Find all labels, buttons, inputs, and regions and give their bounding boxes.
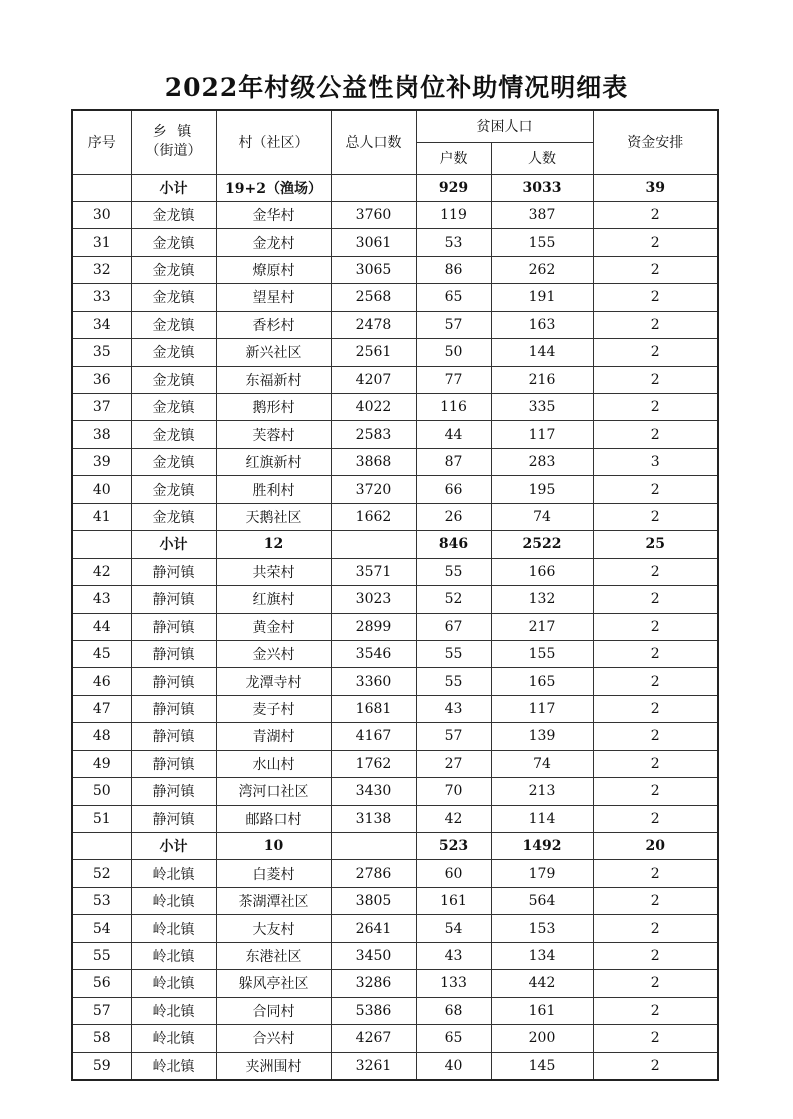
town-cell: 岭北镇 xyxy=(131,860,216,887)
persons-cell: 262 xyxy=(491,256,593,283)
population-cell: 5386 xyxy=(331,997,416,1024)
seq-cell: 35 xyxy=(72,339,131,366)
funding-cell: 2 xyxy=(593,723,718,750)
seq-cell: 36 xyxy=(72,366,131,393)
seq-cell: 33 xyxy=(72,284,131,311)
table-row xyxy=(72,339,718,366)
persons-cell: 283 xyxy=(491,448,593,475)
town-cell: 静河镇 xyxy=(131,640,216,667)
header-persons: 人数 xyxy=(491,142,593,174)
town-cell: 金龙镇 xyxy=(131,229,216,256)
town-cell: 金龙镇 xyxy=(131,503,216,530)
table-row xyxy=(72,942,718,969)
seq-cell: 56 xyxy=(72,970,131,997)
village-cell: 胜利村 xyxy=(216,476,331,503)
persons-cell: 564 xyxy=(491,887,593,914)
village-cell: 红旗新村 xyxy=(216,448,331,475)
funding-cell: 2 xyxy=(593,970,718,997)
funding-cell: 2 xyxy=(593,558,718,585)
persons-cell: 161 xyxy=(491,997,593,1024)
seq-cell: 39 xyxy=(72,448,131,475)
persons-cell: 114 xyxy=(491,805,593,832)
seq-cell: 44 xyxy=(72,613,131,640)
seq-cell: 32 xyxy=(72,256,131,283)
population-cell: 3138 xyxy=(331,805,416,832)
table-row xyxy=(72,1025,718,1052)
households-cell: 77 xyxy=(416,366,491,393)
village-cell: 芙蓉村 xyxy=(216,421,331,448)
seq-cell: 57 xyxy=(72,997,131,1024)
persons-cell: 74 xyxy=(491,750,593,777)
population-cell: 3360 xyxy=(331,668,416,695)
village-cell: 东港社区 xyxy=(216,942,331,969)
persons-cell: 155 xyxy=(491,229,593,256)
funding-cell: 2 xyxy=(593,640,718,667)
persons-cell: 442 xyxy=(491,970,593,997)
header-funding: 资金安排 xyxy=(593,110,718,174)
persons-cell: 387 xyxy=(491,201,593,228)
population-cell: 3760 xyxy=(331,201,416,228)
town-cell: 岭北镇 xyxy=(131,1025,216,1052)
population-cell: 3061 xyxy=(331,229,416,256)
persons-cell: 3033 xyxy=(491,174,593,201)
town-cell: 静河镇 xyxy=(131,613,216,640)
town-cell: 岭北镇 xyxy=(131,942,216,969)
population-cell: 2583 xyxy=(331,421,416,448)
seq-cell: 45 xyxy=(72,640,131,667)
funding-cell: 2 xyxy=(593,311,718,338)
table-row xyxy=(72,970,718,997)
table-row xyxy=(72,778,718,805)
households-cell: 43 xyxy=(416,942,491,969)
persons-cell: 166 xyxy=(491,558,593,585)
town-cell: 静河镇 xyxy=(131,668,216,695)
persons-cell: 155 xyxy=(491,640,593,667)
village-cell: 香杉村 xyxy=(216,311,331,338)
header-town-line2: （街道） xyxy=(145,143,202,160)
village-cell: 金龙村 xyxy=(216,229,331,256)
population-cell: 3430 xyxy=(331,778,416,805)
population-cell: 3261 xyxy=(331,1052,416,1080)
seq-cell: 40 xyxy=(72,476,131,503)
seq-cell: 30 xyxy=(72,201,131,228)
households-cell: 55 xyxy=(416,640,491,667)
header-poor-pop: 贫困人口 xyxy=(416,110,593,142)
seq-cell: 42 xyxy=(72,558,131,585)
persons-cell: 144 xyxy=(491,339,593,366)
population-cell xyxy=(331,531,416,558)
funding-cell: 2 xyxy=(593,256,718,283)
households-cell: 86 xyxy=(416,256,491,283)
persons-cell: 216 xyxy=(491,366,593,393)
seq-cell: 38 xyxy=(72,421,131,448)
seq-cell xyxy=(72,531,131,558)
persons-cell: 2522 xyxy=(491,531,593,558)
subtotal-row xyxy=(72,174,718,201)
town-cell: 岭北镇 xyxy=(131,1052,216,1080)
population-cell: 3805 xyxy=(331,887,416,914)
table-row xyxy=(72,256,718,283)
village-cell: 青湖村 xyxy=(216,723,331,750)
households-cell: 27 xyxy=(416,750,491,777)
persons-cell: 117 xyxy=(491,421,593,448)
table-row xyxy=(72,695,718,722)
seq-cell: 41 xyxy=(72,503,131,530)
village-cell: 大友村 xyxy=(216,915,331,942)
persons-cell: 195 xyxy=(491,476,593,503)
persons-cell: 213 xyxy=(491,778,593,805)
population-cell: 1681 xyxy=(331,695,416,722)
town-cell: 岭北镇 xyxy=(131,997,216,1024)
population-cell xyxy=(331,833,416,860)
funding-cell: 2 xyxy=(593,366,718,393)
seq-cell: 31 xyxy=(72,229,131,256)
header-seq: 序号 xyxy=(72,110,131,174)
population-cell: 3286 xyxy=(331,970,416,997)
seq-cell xyxy=(72,833,131,860)
town-cell: 静河镇 xyxy=(131,750,216,777)
table-row xyxy=(72,668,718,695)
persons-cell: 139 xyxy=(491,723,593,750)
population-cell: 3868 xyxy=(331,448,416,475)
population-cell: 3546 xyxy=(331,640,416,667)
funding-cell: 2 xyxy=(593,942,718,969)
households-cell: 133 xyxy=(416,970,491,997)
subsidy-table xyxy=(71,109,719,1081)
seq-cell: 46 xyxy=(72,668,131,695)
funding-cell: 2 xyxy=(593,421,718,448)
households-cell: 523 xyxy=(416,833,491,860)
persons-cell: 191 xyxy=(491,284,593,311)
subtotal-row xyxy=(72,833,718,860)
village-cell: 12 xyxy=(216,531,331,558)
village-cell: 金华村 xyxy=(216,201,331,228)
funding-cell: 2 xyxy=(593,339,718,366)
table-row xyxy=(72,421,718,448)
table-row xyxy=(72,997,718,1024)
population-cell: 2641 xyxy=(331,915,416,942)
town-cell: 静河镇 xyxy=(131,695,216,722)
seq-cell: 47 xyxy=(72,695,131,722)
funding-cell: 2 xyxy=(593,860,718,887)
table-row xyxy=(72,1052,718,1080)
persons-cell: 117 xyxy=(491,695,593,722)
town-cell: 小计 xyxy=(131,174,216,201)
population-cell: 2561 xyxy=(331,339,416,366)
village-cell: 水山村 xyxy=(216,750,331,777)
households-cell: 60 xyxy=(416,860,491,887)
households-cell: 65 xyxy=(416,1025,491,1052)
households-cell: 70 xyxy=(416,778,491,805)
village-cell: 合兴村 xyxy=(216,1025,331,1052)
households-cell: 65 xyxy=(416,284,491,311)
village-cell: 天鹅社区 xyxy=(216,503,331,530)
households-cell: 57 xyxy=(416,311,491,338)
table-row xyxy=(72,311,718,338)
population-cell: 2786 xyxy=(331,860,416,887)
town-cell: 金龙镇 xyxy=(131,421,216,448)
village-cell: 19+2（渔场） xyxy=(216,174,331,201)
village-cell: 躲风亭社区 xyxy=(216,970,331,997)
seq-cell: 34 xyxy=(72,311,131,338)
households-cell: 50 xyxy=(416,339,491,366)
village-cell: 龙潭寺村 xyxy=(216,668,331,695)
persons-cell: 335 xyxy=(491,394,593,421)
town-cell: 金龙镇 xyxy=(131,201,216,228)
funding-cell: 2 xyxy=(593,778,718,805)
population-cell: 3023 xyxy=(331,586,416,613)
funding-cell: 2 xyxy=(593,887,718,914)
village-cell: 新兴社区 xyxy=(216,339,331,366)
seq-cell: 53 xyxy=(72,887,131,914)
households-cell: 54 xyxy=(416,915,491,942)
persons-cell: 179 xyxy=(491,860,593,887)
seq-cell: 52 xyxy=(72,860,131,887)
households-cell: 53 xyxy=(416,229,491,256)
seq-cell: 43 xyxy=(72,586,131,613)
header-village: 村（社区） xyxy=(216,110,331,174)
funding-cell: 20 xyxy=(593,833,718,860)
town-cell: 金龙镇 xyxy=(131,311,216,338)
village-cell: 红旗村 xyxy=(216,586,331,613)
households-cell: 43 xyxy=(416,695,491,722)
households-cell: 55 xyxy=(416,558,491,585)
town-cell: 金龙镇 xyxy=(131,476,216,503)
seq-cell: 54 xyxy=(72,915,131,942)
funding-cell: 2 xyxy=(593,668,718,695)
population-cell: 2568 xyxy=(331,284,416,311)
seq-cell: 58 xyxy=(72,1025,131,1052)
persons-cell: 134 xyxy=(491,942,593,969)
funding-cell: 2 xyxy=(593,284,718,311)
town-cell: 静河镇 xyxy=(131,805,216,832)
funding-cell: 39 xyxy=(593,174,718,201)
persons-cell: 217 xyxy=(491,613,593,640)
town-cell: 岭北镇 xyxy=(131,915,216,942)
village-cell: 东福新村 xyxy=(216,366,331,393)
households-cell: 67 xyxy=(416,613,491,640)
town-cell: 静河镇 xyxy=(131,558,216,585)
seq-cell: 59 xyxy=(72,1052,131,1080)
funding-cell: 2 xyxy=(593,805,718,832)
table-row xyxy=(72,394,718,421)
table-row xyxy=(72,476,718,503)
persons-cell: 74 xyxy=(491,503,593,530)
village-cell: 邮路口村 xyxy=(216,805,331,832)
village-cell: 麦子村 xyxy=(216,695,331,722)
persons-cell: 200 xyxy=(491,1025,593,1052)
seq-cell: 50 xyxy=(72,778,131,805)
funding-cell: 25 xyxy=(593,531,718,558)
village-cell: 黄金村 xyxy=(216,613,331,640)
seq-cell: 51 xyxy=(72,805,131,832)
table-row xyxy=(72,887,718,914)
funding-cell: 2 xyxy=(593,394,718,421)
households-cell: 55 xyxy=(416,668,491,695)
households-cell: 26 xyxy=(416,503,491,530)
households-cell: 40 xyxy=(416,1052,491,1080)
households-cell: 52 xyxy=(416,586,491,613)
subtotal-row xyxy=(72,531,718,558)
funding-cell: 2 xyxy=(593,201,718,228)
funding-cell: 2 xyxy=(593,750,718,777)
town-cell: 金龙镇 xyxy=(131,284,216,311)
table-row xyxy=(72,915,718,942)
town-cell: 岭北镇 xyxy=(131,887,216,914)
population-cell: 4022 xyxy=(331,394,416,421)
header-town xyxy=(131,110,216,174)
households-cell: 87 xyxy=(416,448,491,475)
table-body xyxy=(72,174,718,1080)
town-cell: 静河镇 xyxy=(131,586,216,613)
funding-cell: 2 xyxy=(593,586,718,613)
population-cell: 4167 xyxy=(331,723,416,750)
households-cell: 929 xyxy=(416,174,491,201)
seq-cell: 37 xyxy=(72,394,131,421)
table-row xyxy=(72,229,718,256)
town-cell: 金龙镇 xyxy=(131,366,216,393)
town-cell: 金龙镇 xyxy=(131,256,216,283)
town-cell: 金龙镇 xyxy=(131,448,216,475)
funding-cell: 2 xyxy=(593,613,718,640)
village-cell: 合同村 xyxy=(216,997,331,1024)
population-cell: 4207 xyxy=(331,366,416,393)
funding-cell: 2 xyxy=(593,1052,718,1080)
population-cell: 4267 xyxy=(331,1025,416,1052)
persons-cell: 163 xyxy=(491,311,593,338)
town-cell: 岭北镇 xyxy=(131,970,216,997)
seq-cell xyxy=(72,174,131,201)
table-row xyxy=(72,558,718,585)
table-row xyxy=(72,201,718,228)
households-cell: 42 xyxy=(416,805,491,832)
village-cell: 燎原村 xyxy=(216,256,331,283)
population-cell: 3720 xyxy=(331,476,416,503)
table-row xyxy=(72,366,718,393)
funding-cell: 3 xyxy=(593,448,718,475)
population-cell: 1762 xyxy=(331,750,416,777)
population-cell: 1662 xyxy=(331,503,416,530)
households-cell: 68 xyxy=(416,997,491,1024)
persons-cell: 1492 xyxy=(491,833,593,860)
persons-cell: 145 xyxy=(491,1052,593,1080)
town-cell: 金龙镇 xyxy=(131,339,216,366)
population-cell: 3065 xyxy=(331,256,416,283)
village-cell: 望星村 xyxy=(216,284,331,311)
table-row xyxy=(72,586,718,613)
table-row xyxy=(72,750,718,777)
population-cell: 2899 xyxy=(331,613,416,640)
funding-cell: 2 xyxy=(593,997,718,1024)
households-cell: 161 xyxy=(416,887,491,914)
header-town-line1: 乡 镇 xyxy=(152,124,195,141)
table-row xyxy=(72,503,718,530)
population-cell xyxy=(331,174,416,201)
header-total-pop: 总人口数 xyxy=(331,110,416,174)
town-cell: 小计 xyxy=(131,531,216,558)
households-cell: 846 xyxy=(416,531,491,558)
population-cell: 3450 xyxy=(331,942,416,969)
village-cell: 共荣村 xyxy=(216,558,331,585)
persons-cell: 153 xyxy=(491,915,593,942)
population-cell: 2478 xyxy=(331,311,416,338)
page-title: 2022年村级公益性岗位补助情况明细表 xyxy=(164,73,629,102)
village-cell: 夹洲围村 xyxy=(216,1052,331,1080)
population-cell: 3571 xyxy=(331,558,416,585)
table-row xyxy=(72,284,718,311)
seq-cell: 49 xyxy=(72,750,131,777)
town-cell: 小计 xyxy=(131,833,216,860)
funding-cell: 2 xyxy=(593,1025,718,1052)
town-cell: 静河镇 xyxy=(131,778,216,805)
village-cell: 鹅形村 xyxy=(216,394,331,421)
seq-cell: 48 xyxy=(72,723,131,750)
town-cell: 金龙镇 xyxy=(131,394,216,421)
funding-cell: 2 xyxy=(593,915,718,942)
households-cell: 44 xyxy=(416,421,491,448)
village-cell: 10 xyxy=(216,833,331,860)
village-cell: 金兴村 xyxy=(216,640,331,667)
table-row xyxy=(72,613,718,640)
persons-cell: 165 xyxy=(491,668,593,695)
table-row xyxy=(72,805,718,832)
households-cell: 119 xyxy=(416,201,491,228)
village-cell: 茶湖潭社区 xyxy=(216,887,331,914)
village-cell: 白菱村 xyxy=(216,860,331,887)
households-cell: 116 xyxy=(416,394,491,421)
households-cell: 57 xyxy=(416,723,491,750)
funding-cell: 2 xyxy=(593,476,718,503)
seq-cell: 55 xyxy=(72,942,131,969)
table-row xyxy=(72,448,718,475)
table-row xyxy=(72,860,718,887)
households-cell: 66 xyxy=(416,476,491,503)
table-row xyxy=(72,640,718,667)
funding-cell: 2 xyxy=(593,503,718,530)
funding-cell: 2 xyxy=(593,229,718,256)
persons-cell: 132 xyxy=(491,586,593,613)
town-cell: 静河镇 xyxy=(131,723,216,750)
village-cell: 湾河口社区 xyxy=(216,778,331,805)
funding-cell: 2 xyxy=(593,695,718,722)
header-households: 户数 xyxy=(416,142,491,174)
table-row xyxy=(72,723,718,750)
